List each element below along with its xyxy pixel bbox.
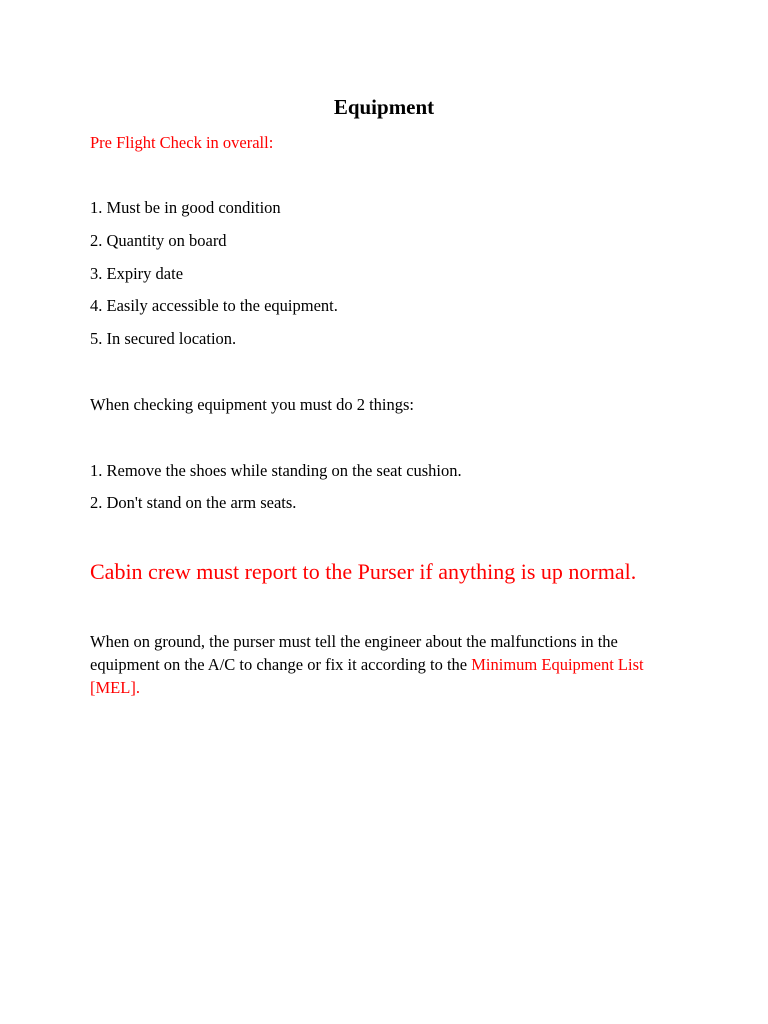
page-title: Equipment [333,95,435,119]
warning-notice: Cabin crew must report to the Purser if anything is up normal. [90,559,637,584]
checking-intro: When checking equipment you must do 2 things: [90,395,414,414]
checking-step-2: 2. Don't stand on the arm seats. [90,493,297,512]
mel-paragraph [90,630,670,699]
mel-paragraph-text: When on ground, the purser must tell the engineer about the malfunctions in the equipment on the A/C to change or fix it according to the [90,632,618,674]
checking-step-1: 1. Remove the shoes while standing on the seat cushion. [90,461,462,480]
checklist-item-1: 1. Must be in good condition [90,198,281,217]
checklist-item-3: 3. Expiry date [90,264,184,283]
mel-highlight: Minimum Equipment List [MEL]. [90,655,644,697]
checklist-item-4: 4. Easily accessible to the equipment. [90,296,338,315]
section-subtitle: Pre Flight Check in overall: [90,133,274,152]
checklist-item-5: 5. In secured location. [90,329,237,348]
checklist-item-2: 2. Quantity on board [90,231,227,250]
